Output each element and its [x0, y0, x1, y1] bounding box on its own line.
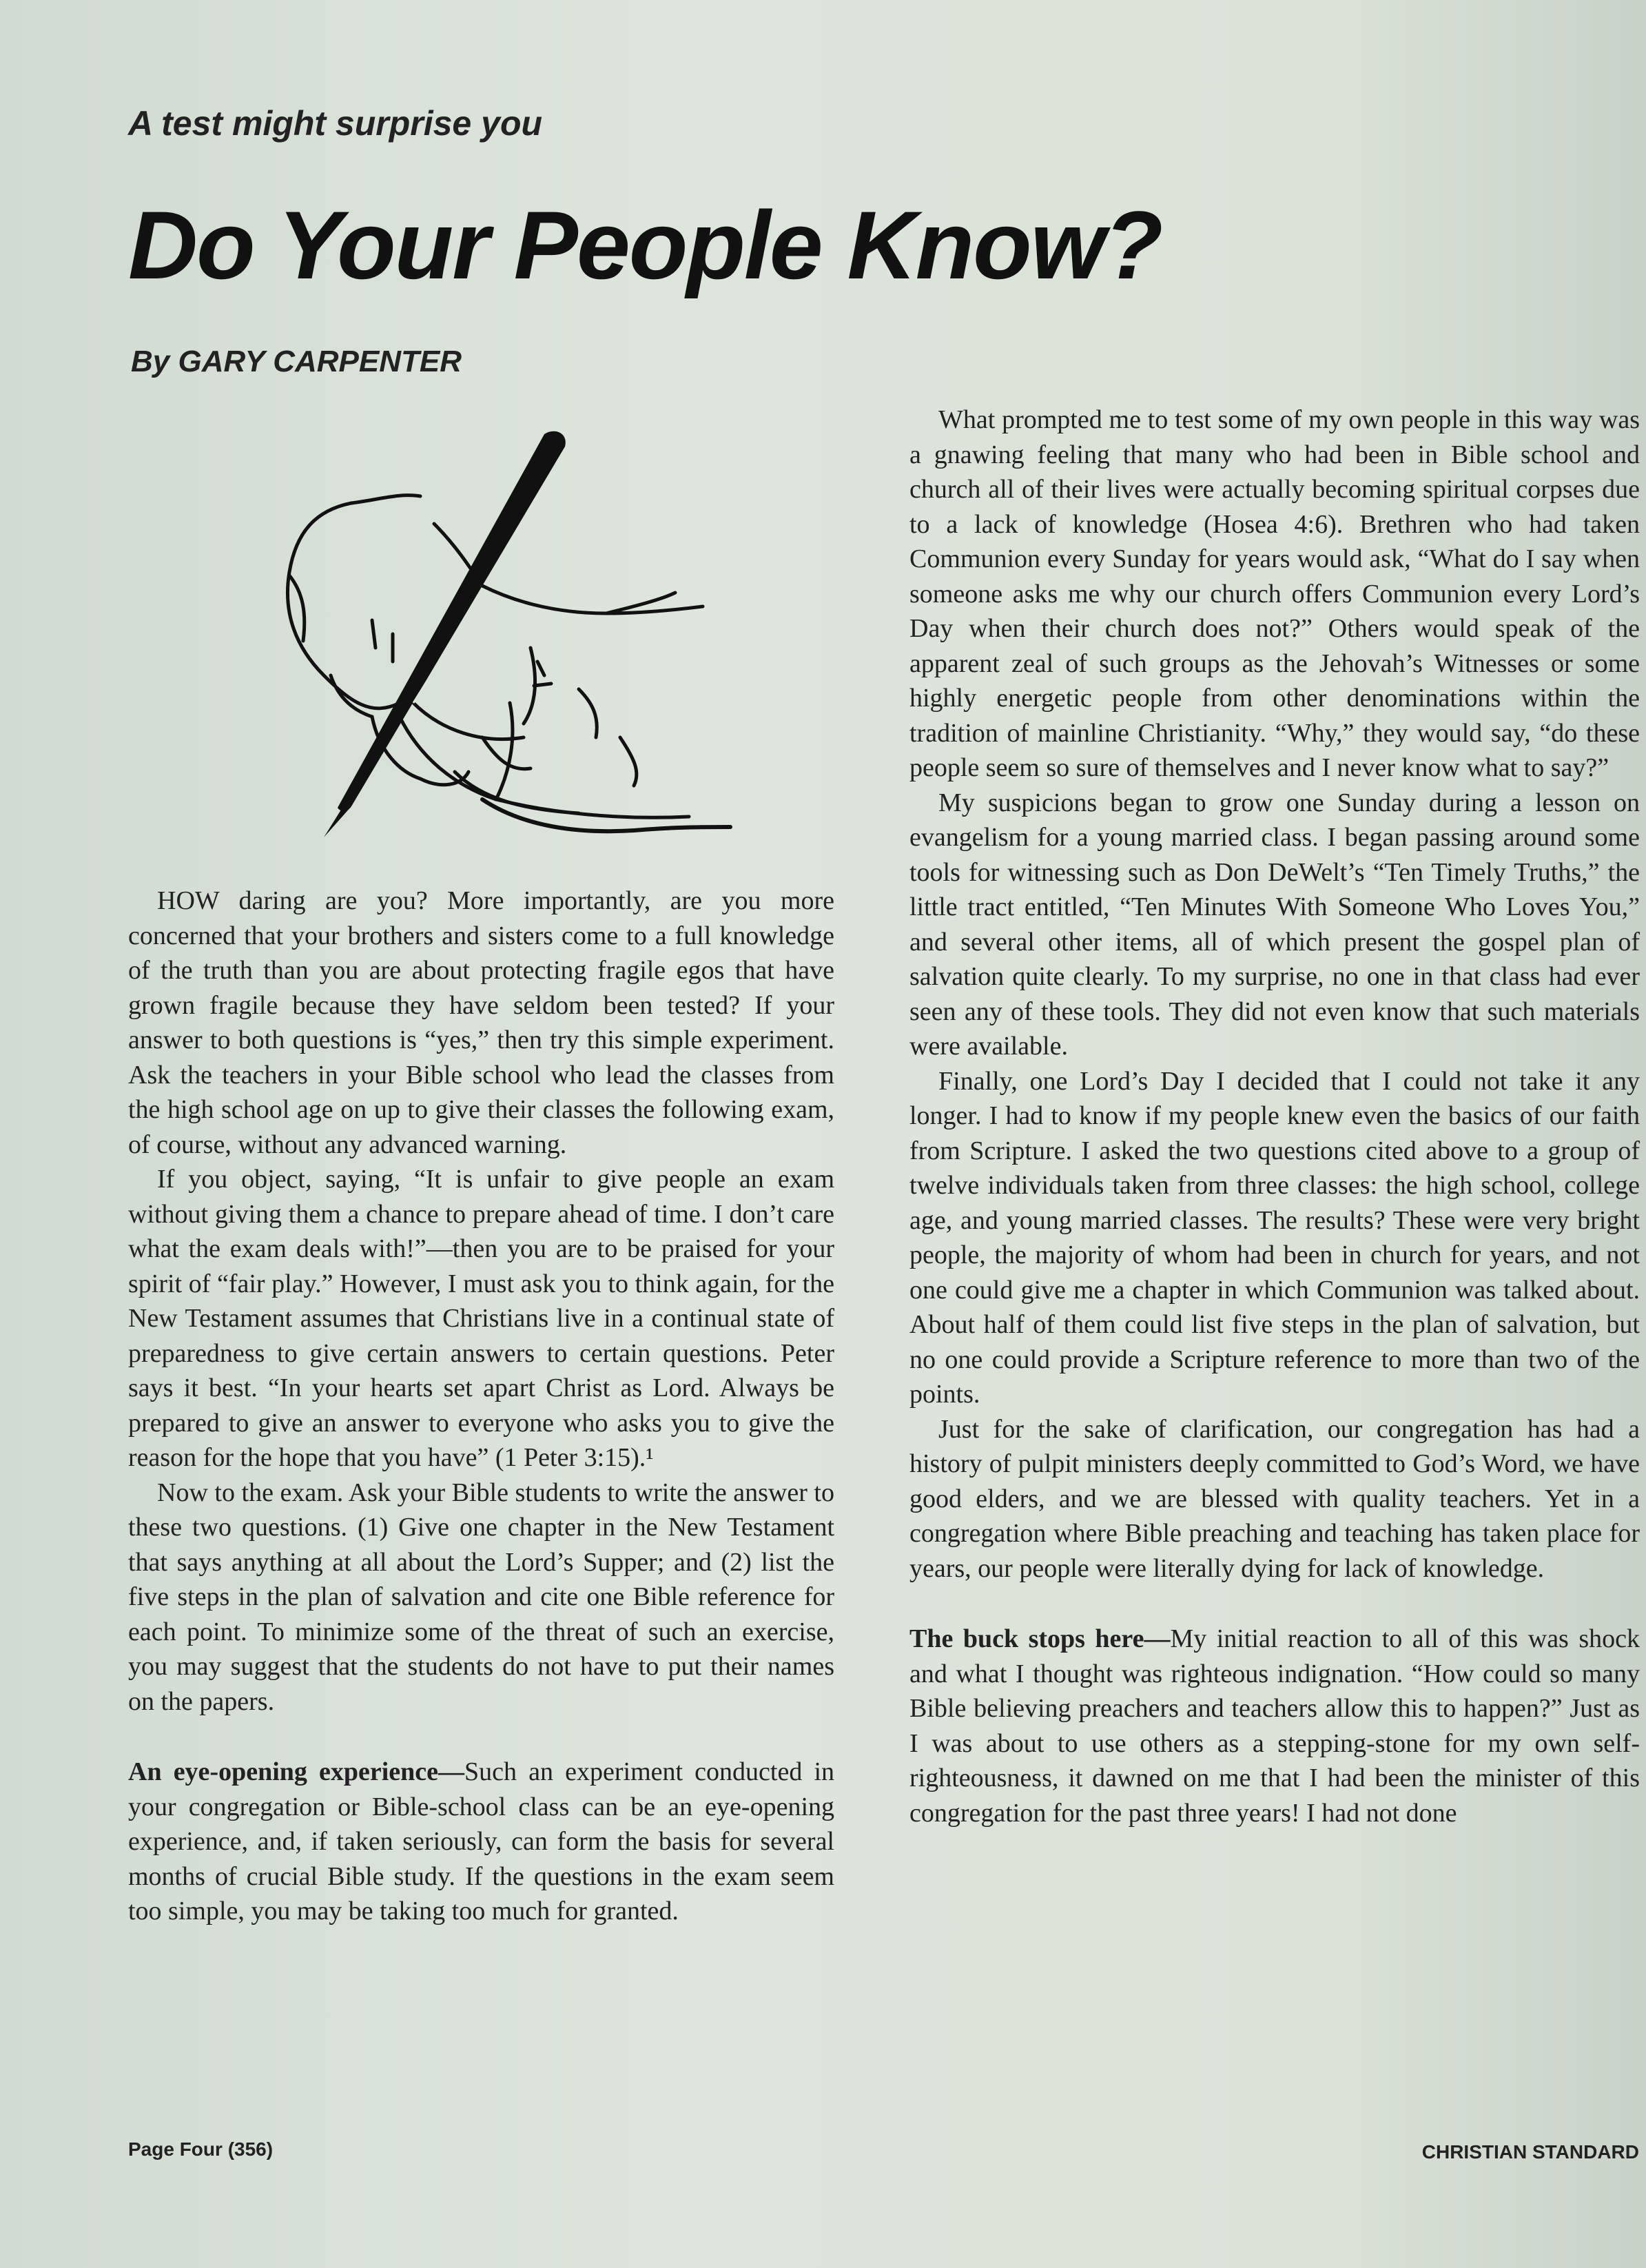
section-paragraph: [128, 1755, 834, 1929]
page-title: Do Your People Know?: [128, 191, 1162, 299]
hand-writing-with-pen-illustration: [193, 413, 841, 868]
byline: By GARY CARPENTER: [131, 345, 462, 378]
paragraph: If you object, saying, “It is unfair to give people an exam without giving them a chance to prepare ahead of time. I don’t care what the exam deals with!”—then you are to be praised for your spirit of “fair play.” However, I must ask you to think again, for the New Testament assumes that Christians live in a continual state of preparedness to give certain answers to certain questions. Peter says it best. “In your hearts set apart Christ as Lord. Always be prepared to give an answer to everyone who asks you to give the reason for the hope that you have” (1 Peter 3:15).¹: [128, 1165, 834, 1472]
kicker: A test might surprise you: [128, 104, 543, 143]
paragraph: Now to the exam. Ask your Bible students to write the answer to these two questions. (1) Give one chapter in the New Testament that says anything at all about the Lord’s Supper; and (2) list the five steps in the plan of salvation and cite one Bible reference for each point. To minimize some of the threat of such an exercise, you may suggest that the students do not have to put their names on the papers.: [128, 1478, 834, 1716]
section-text: My initial reaction to all of this was shock and what I thought was righteous indignation. “How could so many Bible believing preachers and teachers allow this to happen?” Just as I was about to use others as a stepping-stone for my own self-righteousness, it dawned on me that I had been the minister of this congregation for the past three years! I had not done: [909, 1624, 1640, 1828]
publication-name: CHRISTIAN STANDARD: [1421, 2141, 1639, 2163]
section-subhead: The buck stops here—: [909, 1624, 1171, 1653]
section-paragraph: [909, 1622, 1640, 1830]
left-column: [128, 883, 834, 1929]
paragraph: Just for the sake of clarification, our congregation has had a history of pulpit ministers deeply committed to God’s Word, we have good elders, and we are blessed with quality teachers. Yet in a congregation where Bible preaching and teaching has taken place for years, our people were literally dying for lack of knowledge.: [909, 1414, 1640, 1583]
paragraph: HOW daring are you? More importantly, are you more concerned that your brothers and sisters come to a full knowledge of the truth than you are about protecting fragile egos that have grown fragile because they have seldom been tested? If your answer to both questions is “yes,” then try this simple experiment. Ask the teachers in your Bible school who lead the classes from the high school age on up to give their classes the following exam, of course, without any advanced warning.: [128, 886, 834, 1159]
section-subhead: An eye-opening experience—: [128, 1757, 465, 1786]
section-text: Such an experiment conducted in your congregation or Bible-school class can be an eye-opening experience, and, if taken seriously, can form the basis for several months of crucial Bible study. If the questions in the exam seem too simple, you may be taking too much for granted.: [128, 1757, 835, 1925]
right-column: [909, 402, 1640, 1830]
paragraph: Finally, one Lord’s Day I decided that I could not take it any longer. I had to know if my people knew even the basics of our faith from Scripture. I asked the two questions cited above to a group of twelve individuals taken from three classes: the high school, college age, and young married classes. The results? These were very bright people, the majority of whom had been in church for years, and not one could give me a chapter in which Communion was talked about. About half of them could list five steps in the plan of salvation, but no one could provide a Scripture reference to more than two of the points.: [909, 1066, 1640, 1409]
paragraph: My suspicions began to grow one Sunday during a lesson on evangelism for a young married class. I began passing around some tools for witnessing such as Don DeWelt’s “Ten Timely Truths,” the little tract entitled, “Ten Minutes With Someone Who Loves You,” and several other items, all of which present the gospel plan of salvation quite clearly. To my surprise, no one in that class had ever seen any of these tools. They did not even know that such materials were available.: [909, 788, 1640, 1061]
paragraph: What prompted me to test some of my own people in this way was a gnawing feeling that many who had been in Bible school and church all of their lives were actually becoming spiritual corpses due to a lack of knowledge (Hosea 4:6). Brethren who had taken Communion every Sunday for years would ask, “What do I say when someone asks me why our church offers Communion every Lord’s Day when their church does not?” Others would speak of the apparent zeal of such groups as the Jehovah’s Witnesses or some highly energetic people from other denominations within the tradition of mainline Christianity. “Why,” they would say, “do these people seem so sure of themselves and I never know what to say?”: [909, 405, 1640, 782]
page-number: Page Four (356): [128, 2138, 274, 2160]
